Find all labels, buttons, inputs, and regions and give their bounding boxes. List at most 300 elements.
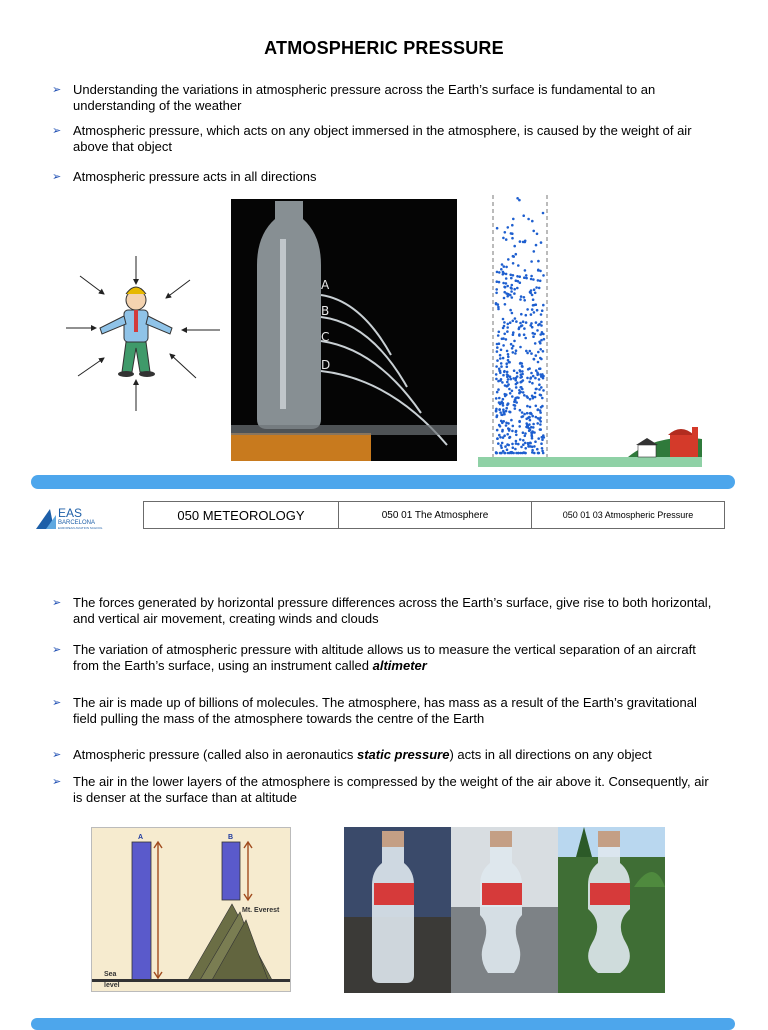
air-molecule-dot: [498, 397, 501, 400]
air-molecule-dot: [502, 237, 505, 240]
list-item: ➢ The air is made up of billions of molecules. The atmosphere, has mass as a result of the Earth’s gravitational field pulling the mass of the atmosphere towards the centre of the Earth: [52, 695, 697, 726]
air-molecule-dot: [496, 437, 499, 440]
sea-level-label-2: level: [104, 982, 120, 989]
air-molecule-dot: [525, 314, 528, 317]
air-molecule-dot: [495, 373, 498, 376]
air-molecule-dot: [539, 270, 542, 273]
air-molecule-dot: [532, 375, 535, 378]
air-molecule-dot: [519, 381, 522, 384]
air-molecule-dot: [513, 288, 516, 291]
air-molecule-dot: [511, 443, 514, 446]
air-molecule-dot: [496, 359, 499, 362]
air-molecule-dot: [502, 357, 505, 360]
arrow-bullet-icon: ➢: [52, 697, 62, 709]
air-molecule-dot: [515, 442, 518, 445]
air-molecule-dot: [534, 392, 537, 395]
air-molecule-dot: [539, 342, 542, 345]
air-molecule-dot: [510, 343, 513, 346]
air-molecule-dot: [505, 410, 508, 413]
arrow-bullet-icon: ➢: [52, 84, 62, 96]
air-molecule-dot: [506, 330, 509, 333]
air-molecule-dot: [495, 292, 498, 295]
air-molecule-dot: [510, 419, 513, 422]
air-molecule-dot: [536, 309, 539, 312]
arrow-bullet-icon: ➢: [52, 644, 62, 656]
air-molecule-dot: [524, 269, 527, 272]
air-molecule-dot: [533, 445, 536, 448]
air-molecule-dot: [532, 278, 535, 281]
air-molecule-dot: [542, 212, 545, 215]
arrow-bullet-icon: ➢: [52, 776, 62, 788]
air-molecule-dot: [507, 323, 510, 326]
arrow-bullet-icon: ➢: [52, 597, 62, 609]
air-molecule-dot: [539, 348, 542, 351]
air-molecule-dot: [506, 373, 509, 376]
list-item: ➢ Atmospheric pressure, which acts on any object immersed in the atmosphere, is caused by the weight of air above that object: [52, 123, 692, 154]
air-molecule-dot: [512, 446, 515, 449]
air-molecule-dot: [528, 367, 531, 370]
air-molecule-dot: [502, 408, 505, 411]
air-molecule-dot: [519, 346, 522, 349]
air-molecule-dot: [524, 447, 527, 450]
air-molecule-dot: [503, 370, 506, 373]
air-molecule-dot: [520, 446, 523, 449]
air-molecule-dot: [506, 326, 509, 329]
air-column-illustration: [478, 195, 702, 467]
air-molecule-dot: [535, 405, 538, 408]
air-molecule-dot: [503, 297, 506, 300]
air-molecule-dot: [524, 337, 527, 340]
section-divider-bar: [31, 475, 735, 489]
air-molecule-dot: [524, 240, 527, 243]
air-molecule-dot: [515, 440, 518, 443]
air-molecule-dot: [537, 408, 540, 411]
air-molecule-dot: [497, 334, 500, 337]
air-molecule-dot: [515, 349, 518, 352]
air-molecule-dot: [523, 413, 526, 416]
air-molecule-dot: [506, 295, 509, 298]
air-molecule-dot: [522, 443, 525, 446]
air-molecule-dot: [502, 374, 505, 377]
air-molecule-dot: [519, 386, 522, 389]
air-molecule-dot: [511, 312, 514, 315]
air-molecule-dot: [512, 345, 515, 348]
air-molecule-dot: [529, 412, 532, 415]
air-molecule-dot: [532, 335, 535, 338]
air-molecule-dot: [535, 321, 538, 324]
air-molecule-dot: [504, 395, 507, 398]
air-molecule-dot: [498, 281, 501, 284]
air-molecule-dot: [541, 438, 544, 441]
air-molecule-dot: [509, 375, 512, 378]
air-molecule-dot: [500, 420, 503, 423]
air-molecule-dot: [523, 276, 526, 279]
air-molecule-dot: [515, 383, 518, 386]
air-molecule-dot: [513, 369, 516, 372]
air-molecule-dot: [507, 258, 510, 261]
air-molecule-dot: [506, 381, 509, 384]
air-molecule-dot: [511, 395, 514, 398]
air-molecule-dot: [541, 397, 544, 400]
air-molecule-dot: [541, 309, 544, 312]
air-molecule-dot: [535, 388, 538, 391]
air-molecule-dot: [497, 308, 500, 311]
everest-pressure-diagram: [91, 827, 291, 992]
air-molecule-dot: [523, 333, 526, 336]
air-molecule-dot: [541, 436, 544, 439]
air-molecule-dot: [500, 446, 503, 449]
air-molecule-dot: [540, 442, 543, 445]
air-molecule-dot: [529, 291, 532, 294]
section-cell: 050 01 03 Atmospheric Pressure: [562, 510, 694, 520]
air-molecule-dot: [508, 429, 511, 432]
air-molecule-dot: [498, 434, 501, 437]
air-molecule-dot: [535, 244, 538, 247]
air-molecule-dot: [531, 294, 534, 297]
air-molecule-dot: [521, 324, 524, 327]
air-molecule-dot: [529, 398, 532, 401]
air-molecule-dot: [511, 284, 514, 287]
air-molecule-dot: [538, 323, 541, 326]
arrow-bullet-icon: ➢: [52, 749, 62, 761]
air-molecule-dot: [524, 452, 527, 455]
air-molecule-dot: [540, 386, 543, 389]
svg-text:BARCELONA: BARCELONA: [58, 520, 96, 526]
air-molecule-dot: [511, 237, 514, 240]
air-molecule-dot: [521, 365, 524, 368]
air-molecule-dot: [504, 286, 507, 289]
air-molecule-dot: [517, 280, 520, 283]
air-molecule-dot: [516, 375, 519, 378]
air-molecule-dot: [533, 333, 536, 336]
air-molecule-dot: [496, 414, 499, 417]
air-molecule-dot: [512, 262, 515, 265]
air-molecule-dot: [501, 263, 504, 266]
air-molecule-dot: [515, 320, 518, 323]
air-molecule-dot: [500, 452, 503, 455]
page-bottom-bar: [31, 1018, 735, 1030]
air-molecule-dot: [518, 389, 521, 392]
svg-text:EUROPEAN AVIATION SCHOOL: EUROPEAN AVIATION SCHOOL: [58, 526, 103, 530]
pressure-man-illustration: [52, 248, 222, 416]
air-molecule-dot: [505, 266, 508, 269]
air-molecule-dot: [502, 402, 505, 405]
air-molecule-dot: [508, 436, 511, 439]
air-molecule-dot: [526, 395, 529, 398]
air-molecule-dot: [498, 342, 501, 345]
list-item: ➢ Atmospheric pressure (called also in aeronautics static pressure) acts in all directions on any object: [52, 747, 652, 762]
air-molecule-dot: [510, 378, 513, 381]
air-molecule-dot: [537, 279, 540, 282]
air-molecule-dot: [496, 227, 499, 230]
air-molecule-dot: [513, 292, 516, 295]
air-molecule-dot: [506, 371, 509, 374]
air-molecule-dot: [505, 273, 508, 276]
air-molecule-dot: [519, 240, 522, 243]
air-molecule-dot: [527, 442, 530, 445]
air-molecule-dot: [505, 277, 508, 280]
air-molecule-dot: [499, 354, 502, 357]
air-molecule-dot: [515, 253, 518, 256]
air-molecule-dot: [505, 338, 508, 341]
air-molecule-dot: [514, 352, 517, 355]
column-b-label: B: [228, 834, 234, 841]
air-molecule-dot: [526, 405, 529, 408]
air-molecule-dot: [502, 327, 505, 330]
air-molecule-dot: [534, 377, 537, 380]
column-a-label: A: [138, 834, 144, 841]
air-molecule-dot: [528, 430, 531, 433]
air-molecule-dot: [534, 342, 537, 345]
air-molecule-dot: [532, 304, 535, 307]
air-molecule-dot: [516, 197, 519, 200]
air-molecule-dot: [517, 452, 520, 455]
air-molecule-dot: [498, 271, 501, 274]
air-molecule-dot: [504, 384, 507, 387]
air-molecule-dot: [505, 238, 508, 241]
air-molecule-dot: [499, 357, 502, 360]
air-molecule-dot: [525, 277, 528, 280]
air-molecule-dot: [530, 260, 533, 263]
air-molecule-dot: [496, 350, 499, 353]
air-molecule-dot: [507, 356, 510, 359]
bottle-label-d: D: [321, 358, 331, 372]
air-molecule-dot: [498, 408, 501, 411]
air-molecule-dot: [537, 351, 540, 354]
air-molecule-dot: [523, 299, 526, 302]
air-molecule-dot: [524, 442, 527, 445]
air-molecule-dot: [539, 428, 542, 431]
air-molecule-dot: [499, 425, 502, 428]
air-molecule-dot: [519, 369, 522, 372]
air-molecule-dot: [531, 446, 534, 449]
air-molecule-dot: [502, 282, 505, 285]
air-molecule-dot: [530, 313, 533, 316]
air-molecule-dot: [502, 318, 505, 321]
air-molecule-dot: [531, 382, 534, 385]
air-molecule-dot: [515, 430, 518, 433]
air-molecule-dot: [530, 372, 533, 375]
air-molecule-dot: [513, 245, 516, 248]
air-molecule-dot: [510, 290, 513, 293]
air-molecule-dot: [527, 425, 530, 428]
air-molecule-dot: [518, 421, 521, 424]
air-molecule-dot: [502, 344, 505, 347]
air-molecule-dot: [536, 233, 539, 236]
air-molecule-dot: [525, 321, 528, 324]
air-molecule-dot: [502, 420, 505, 423]
air-molecule-dot: [507, 383, 510, 386]
air-molecule-dot: [522, 431, 525, 434]
air-molecule-dot: [524, 435, 527, 438]
air-molecule-dot: [511, 232, 514, 235]
air-molecule-dot: [506, 448, 509, 451]
air-molecule-dot: [510, 286, 513, 289]
air-molecule-dot: [506, 404, 509, 407]
air-molecule-dot: [532, 230, 535, 233]
air-molecule-dot: [523, 327, 526, 330]
air-molecule-dot: [531, 220, 534, 223]
air-molecule-dot: [514, 379, 517, 382]
air-molecule-dot: [534, 292, 537, 295]
bottle-label-b: B: [321, 304, 330, 318]
air-molecule-dot: [520, 313, 523, 316]
air-molecule-dot: [526, 377, 529, 380]
air-molecule-dot: [542, 452, 545, 455]
air-molecule-dot: [503, 291, 506, 294]
air-molecule-dot: [504, 231, 507, 234]
air-molecule-dot: [531, 326, 534, 329]
air-molecule-dot: [516, 372, 519, 375]
air-molecule-dot: [518, 326, 521, 329]
air-molecule-dot: [511, 451, 514, 454]
air-molecule-dot: [519, 376, 522, 379]
air-molecule-dot: [534, 396, 537, 399]
air-molecule-dot: [542, 377, 545, 380]
air-molecule-dot: [503, 321, 506, 324]
air-molecule-dot: [532, 423, 535, 426]
air-molecule-dot: [512, 351, 515, 354]
air-molecule-dot: [542, 304, 545, 307]
air-molecule-dot: [542, 274, 545, 277]
air-molecule-dot: [507, 226, 510, 229]
air-molecule-dot: [539, 280, 542, 283]
air-molecule-dot: [519, 322, 522, 325]
air-molecule-dot: [540, 241, 543, 244]
air-molecule-dot: [516, 275, 519, 278]
air-molecule-dot: [497, 388, 500, 391]
air-molecule-dot: [519, 409, 522, 412]
air-molecule-dot: [517, 397, 520, 400]
air-molecule-dot: [529, 377, 532, 380]
air-molecule-dot: [498, 401, 501, 404]
air-molecule-dot: [535, 354, 538, 357]
air-molecule-dot: [506, 443, 509, 446]
course-cell: 050 METEOROLOGY: [144, 502, 339, 528]
air-molecule-dot: [523, 394, 526, 397]
air-molecule-dot: [512, 425, 515, 428]
air-molecule-dot: [506, 365, 509, 368]
air-molecule-dot: [495, 365, 498, 368]
arrow-bullet-icon: ➢: [52, 125, 62, 137]
air-molecule-dot: [519, 298, 522, 301]
everest-label: Mt. Everest: [242, 907, 280, 914]
air-molecule-dot: [528, 381, 531, 384]
air-molecule-dot: [512, 320, 515, 323]
air-molecule-dot: [537, 361, 540, 364]
air-molecule-dot: [496, 280, 499, 283]
svg-text:EAS: EAS: [58, 506, 83, 520]
air-molecule-dot: [502, 404, 505, 407]
air-molecule-dot: [511, 296, 514, 299]
air-molecule-dot: [509, 321, 512, 324]
air-molecule-dot: [522, 439, 525, 442]
air-molecule-dot: [533, 250, 536, 253]
air-molecule-dot: [537, 437, 540, 440]
air-molecule-dot: [535, 286, 538, 289]
air-molecule-dot: [518, 333, 521, 336]
air-molecule-dot: [514, 448, 517, 451]
list-item: ➢ Understanding the variations in atmospheric pressure across the Earth’s surface is fundamental to an understanding of the weather: [52, 82, 656, 113]
air-molecule-dot: [495, 397, 498, 400]
air-molecule-dot: [531, 415, 534, 418]
air-molecule-dot: [501, 430, 504, 433]
air-molecule-dot: [515, 386, 518, 389]
air-molecule-dot: [536, 374, 539, 377]
air-molecule-dot: [521, 411, 524, 414]
air-molecule-dot: [530, 352, 533, 355]
air-molecule-dot: [501, 442, 504, 445]
air-molecule-dot: [502, 271, 505, 274]
air-molecule-dot: [514, 404, 517, 407]
air-molecule-dot: [509, 411, 512, 414]
air-molecule-dot: [497, 442, 500, 445]
air-molecule-dot: [503, 333, 506, 336]
air-molecule-dot: [521, 370, 524, 373]
course-header-table: [143, 501, 725, 529]
air-molecule-dot: [541, 447, 544, 450]
bottle-label-c: C: [321, 330, 330, 344]
air-molecule-dot: [501, 381, 504, 384]
air-molecule-dot: [521, 362, 524, 365]
air-molecule-dot: [513, 400, 516, 403]
list-item: ➢ The air in the lower layers of the atmosphere is compressed by the weight of the air above it. Consequently, air is denser at the surface than at altitude: [52, 774, 709, 805]
air-molecule-dot: [540, 339, 543, 342]
air-molecule-dot: [539, 367, 542, 370]
air-molecule-dot: [511, 390, 514, 393]
air-molecule-dot: [504, 303, 507, 306]
air-molecule-dot: [527, 417, 530, 420]
air-molecule-dot: [509, 274, 512, 277]
air-molecule-dot: [529, 350, 532, 353]
air-molecule-dot: [509, 309, 512, 312]
air-molecule-dot: [532, 298, 535, 301]
air-molecule-dot: [526, 412, 529, 415]
air-molecule-dot: [505, 424, 508, 427]
list-item: ➢ The variation of atmospheric pressure with altitude allows us to measure the vertical separation of an aircraft from the Earth’s surface, using an instrument called altimeter: [52, 642, 696, 673]
air-molecule-dot: [520, 295, 523, 298]
air-molecule-dot: [526, 352, 529, 355]
air-molecule-dot: [540, 321, 543, 324]
air-molecule-dot: [499, 436, 502, 439]
air-molecule-dot: [529, 419, 532, 422]
air-molecule-dot: [538, 287, 541, 290]
air-molecule-dot: [508, 361, 511, 364]
air-molecule-dot: [530, 275, 533, 278]
air-molecule-dot: [527, 218, 530, 221]
air-molecule-dot: [532, 397, 535, 400]
air-molecule-dot: [508, 388, 511, 391]
air-molecule-dot: [502, 337, 505, 340]
air-molecule-dot: [498, 331, 501, 334]
air-molecule-dot: [539, 417, 542, 420]
air-molecule-dot: [522, 391, 525, 394]
air-molecule-dot: [495, 378, 498, 381]
air-molecule-dot: [531, 451, 534, 454]
air-molecule-dot: [515, 401, 518, 404]
air-molecule-dot: [517, 443, 520, 446]
air-molecule-dot: [496, 271, 499, 274]
air-molecule-dot: [524, 432, 527, 435]
air-molecule-dot: [500, 268, 503, 271]
air-molecule-dot: [505, 362, 508, 365]
air-molecule-dot: [516, 287, 519, 290]
air-molecule-dot: [518, 425, 521, 428]
air-molecule-dot: [537, 452, 540, 455]
air-molecule-dot: [538, 383, 541, 386]
air-molecule-dot: [537, 260, 540, 263]
air-molecule-dot: [536, 448, 539, 451]
